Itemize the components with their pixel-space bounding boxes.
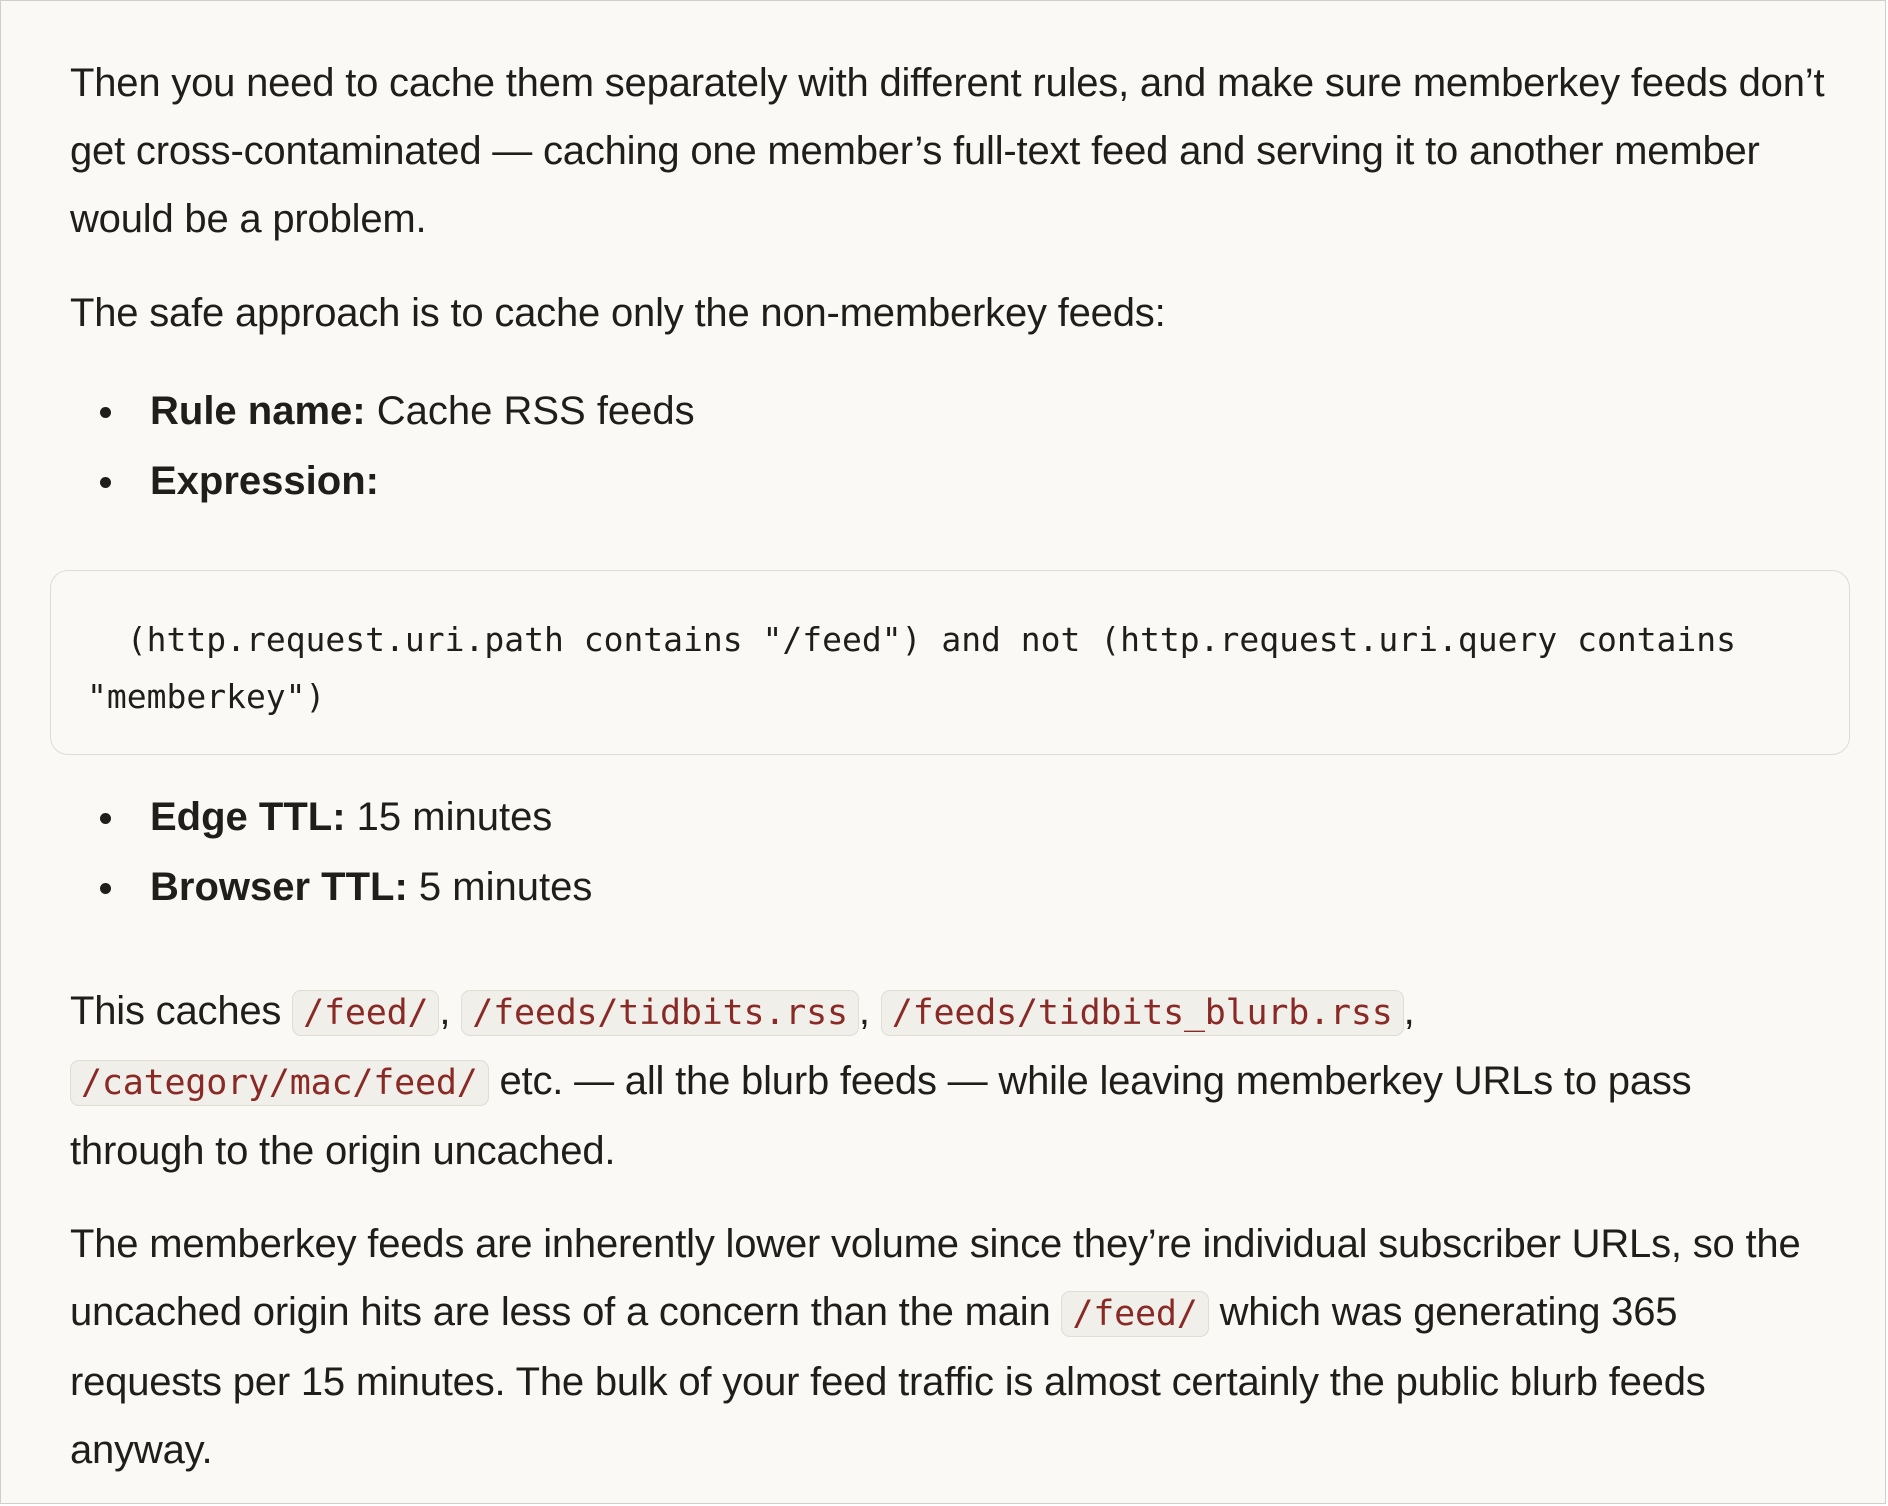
paragraph-memberkey-volume [70, 1210, 1830, 1484]
text-fragment: , [1403, 989, 1415, 1033]
rule-settings-list [70, 385, 1830, 525]
inline-code-tidbits-blurb-rss: /feeds/tidbits_blurb.rss [881, 990, 1404, 1036]
list-item-edge-ttl [70, 791, 1830, 843]
expression-label: Expression: [150, 459, 379, 503]
text-fragment: , [858, 989, 881, 1033]
paragraph-cache-separately: Then you need to cache them separately with different rules, and make sure memberkey feeds don’t get cross-contaminated — caching one member’s full-text feed and serving it to another member would be a problem. [70, 61, 1825, 241]
list-item-browser-ttl [70, 861, 1830, 913]
ttl-settings-list [70, 791, 1830, 931]
paragraph-safe-approach: The safe approach is to cache only the non-memberkey feeds: [70, 291, 1166, 335]
response-intro [70, 49, 1830, 369]
rule-name-value: Cache RSS feeds [365, 389, 695, 433]
list-item-expression [70, 455, 1830, 507]
text-fragment: which was generating 365 requests per 15 minutes. The bulk of your feed traffic is almost certainly the public blurb feeds anyway. [70, 1290, 1706, 1472]
text-fragment: The memberkey feeds are inherently lower volume since they’re individual subscriber URLs, so the uncached origin hits are less of a concern than the main [70, 1222, 1801, 1334]
list-item-rule-name [70, 385, 1830, 437]
inline-code-category-mac-feed: /category/mac/feed/ [70, 1060, 489, 1106]
paragraph-cached-paths [70, 977, 1830, 1185]
inline-code-tidbits-rss: /feeds/tidbits.rss [461, 990, 859, 1036]
text-fragment: , [439, 989, 462, 1033]
edge-ttl-value: 15 minutes [345, 795, 553, 839]
text-fragment: etc. — all the blurb feeds — while leaving memberkey URLs to pass through to the origin uncached. [70, 1059, 1692, 1173]
edge-ttl-label: Edge TTL: [150, 795, 346, 839]
browser-ttl-value: 5 minutes [407, 865, 593, 909]
browser-ttl-label: Browser TTL: [150, 865, 408, 909]
expression-code-block[interactable]: (http.request.uri.path contains "/feed") and not (http.request.uri.query contains "memberkey") [50, 570, 1850, 755]
inline-code-feed: /feed/ [292, 990, 439, 1036]
rule-name-label: Rule name: [150, 389, 366, 433]
inline-code-main-feed: /feed/ [1061, 1291, 1208, 1337]
text-fragment: This caches [70, 989, 293, 1033]
